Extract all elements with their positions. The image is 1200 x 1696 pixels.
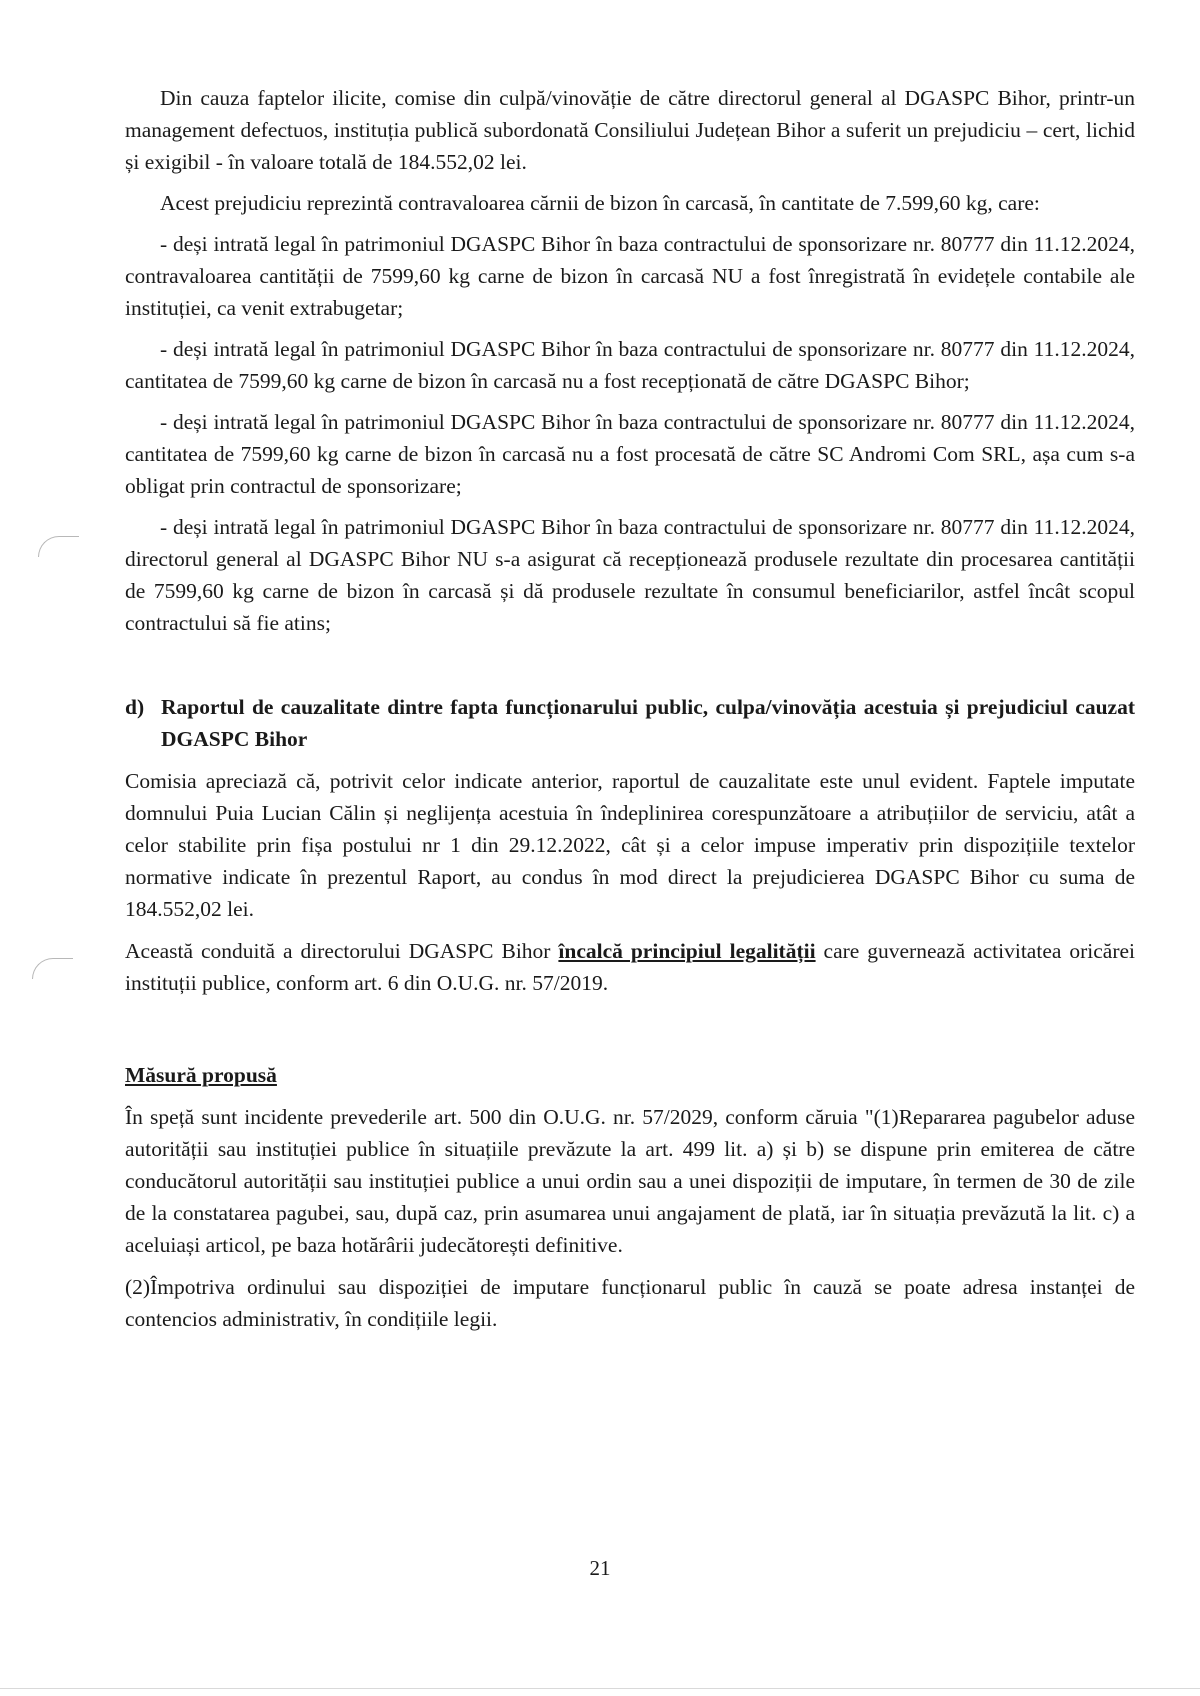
list-item: - deși intrată legal în patrimoniul DGASPC Bihor în baza contractului de sponsorizare nr. 80777 din 11.12.2024, contravaloarea cantității de 7599,60 kg carne de bizon în carcasă NU a fost înregistrată în evidețele contabile ale instituției, ca venit extrabugetar;	[125, 232, 1135, 320]
page-number: 21	[589, 1556, 611, 1580]
document-page	[125, 82, 1135, 1335]
section-d-title: Raportul de cauzalitate dintre fapta funcționarului public, culpa/vinovăția acestuia și prejudiciul cauzat DGASPC Bihor	[161, 695, 1135, 751]
paragraph-cauzalitate: Comisia apreciază că, potrivit celor indicate anterior, raportul de cauzalitate este unul evident. Faptele imputate domnului Puia Lucian Călin și neglijența acestuia în îndeplinirea corespunzătoare a atribuțiilor de serviciu, atât a celor stabilite prin fișa postului nr 1 din 29.12.2022, cât și a celor impuse imperativ prin dispozițiile textelor normative indicate în prezentul Raport, au condus în mod direct la prejudicierea DGASPC Bihor cu suma de 184.552,02 lei.	[125, 769, 1135, 921]
section-d-letter: d)	[125, 695, 145, 719]
list-item: - deși intrată legal în patrimoniul DGASPC Bihor în baza contractului de sponsorizare nr. 80777 din 11.12.2024, directorul general al DGASPC Bihor NU s-a asigurat că recepționează produsele rezultate din procesarea cantității de 7599,60 kg carne de bizon în carcasă și dă produsele rezultate în consumul beneficiarilor, astfel încât scopul contractului să fie atins;	[125, 515, 1135, 635]
paragraph-art-500: În speță sunt incidente prevederile art. 500 din O.U.G. nr. 57/2029, conform căruia "(1)Repararea pagubelor aduse autorității sau instituției publice în situațiile prevăzute la art. 499 lit. a) și b) se dispune prin emiterea de către conducătorul autorității sau instituției publice a unui ordin sau a unei dispoziții de imputare, în termen de 30 de zile de la constatarea pagubei, sau, după caz, prin asumarea unui angajament de plată, iar în situația prevăzută la lit. c) a aceluiași articol, pe baza hotărârii judecătorești definitive.	[125, 1105, 1135, 1257]
section-d-heading	[125, 691, 1135, 755]
list-item: - deși intrată legal în patrimoniul DGASPC Bihor în baza contractului de sponsorizare nr. 80777 din 11.12.2024, cantitatea de 7599,60 kg carne de bizon în carcasă nu a fost recepționată de către DGASPC Bihor;	[125, 337, 1135, 393]
conduita-text-end: care guvernează activitatea oricărei instituții publice, conform art. 6 din O.U.G. nr. 57/2019.	[125, 939, 1135, 995]
paragraph-prejudiciu-detalii: Acest prejudiciu reprezintă contravaloarea cărnii de bizon în carcasă, în cantitate de 7.599,60 kg, care:	[160, 191, 1040, 215]
conduita-text-start: Această conduită a directorului DGASPC Bihor	[125, 939, 559, 963]
principiul-legalitatii-emphasis: încalcă principiul legalității	[558, 939, 816, 963]
list-item: - deși intrată legal în patrimoniul DGASPC Bihor în baza contractului de sponsorizare nr. 80777 din 11.12.2024, cantitatea de 7599,60 kg carne de bizon în carcasă nu a fost procesată de către SC Andromi Com SRL, așa cum s-a obligat prin contractul de sponsorizare;	[125, 410, 1135, 498]
scan-edge-line	[0, 1688, 1200, 1689]
paragraph-conduita	[125, 935, 1135, 999]
masura-propusa-heading: Măsură propusă	[125, 1063, 277, 1087]
paragraph-prejudiciu-intro: Din cauza faptelor ilicite, comise din culpă/vinovăție de către directorul general al DGASPC Bihor, printr-un management defectuos, instituția publică subordonată Consiliului Județean Bihor a suferit un prejudiciu – cert, lichid și exigibil - în valoare totală de 184.552,02 lei.	[125, 86, 1135, 174]
punch-hole-mark	[38, 536, 79, 557]
paragraph-contestare: (2)Împotriva ordinului sau dispoziției de imputare funcționarul public în cauză se poate adresa instanței de contencios administrativ, în condițiile legii.	[125, 1275, 1135, 1331]
punch-hole-mark	[32, 958, 73, 979]
